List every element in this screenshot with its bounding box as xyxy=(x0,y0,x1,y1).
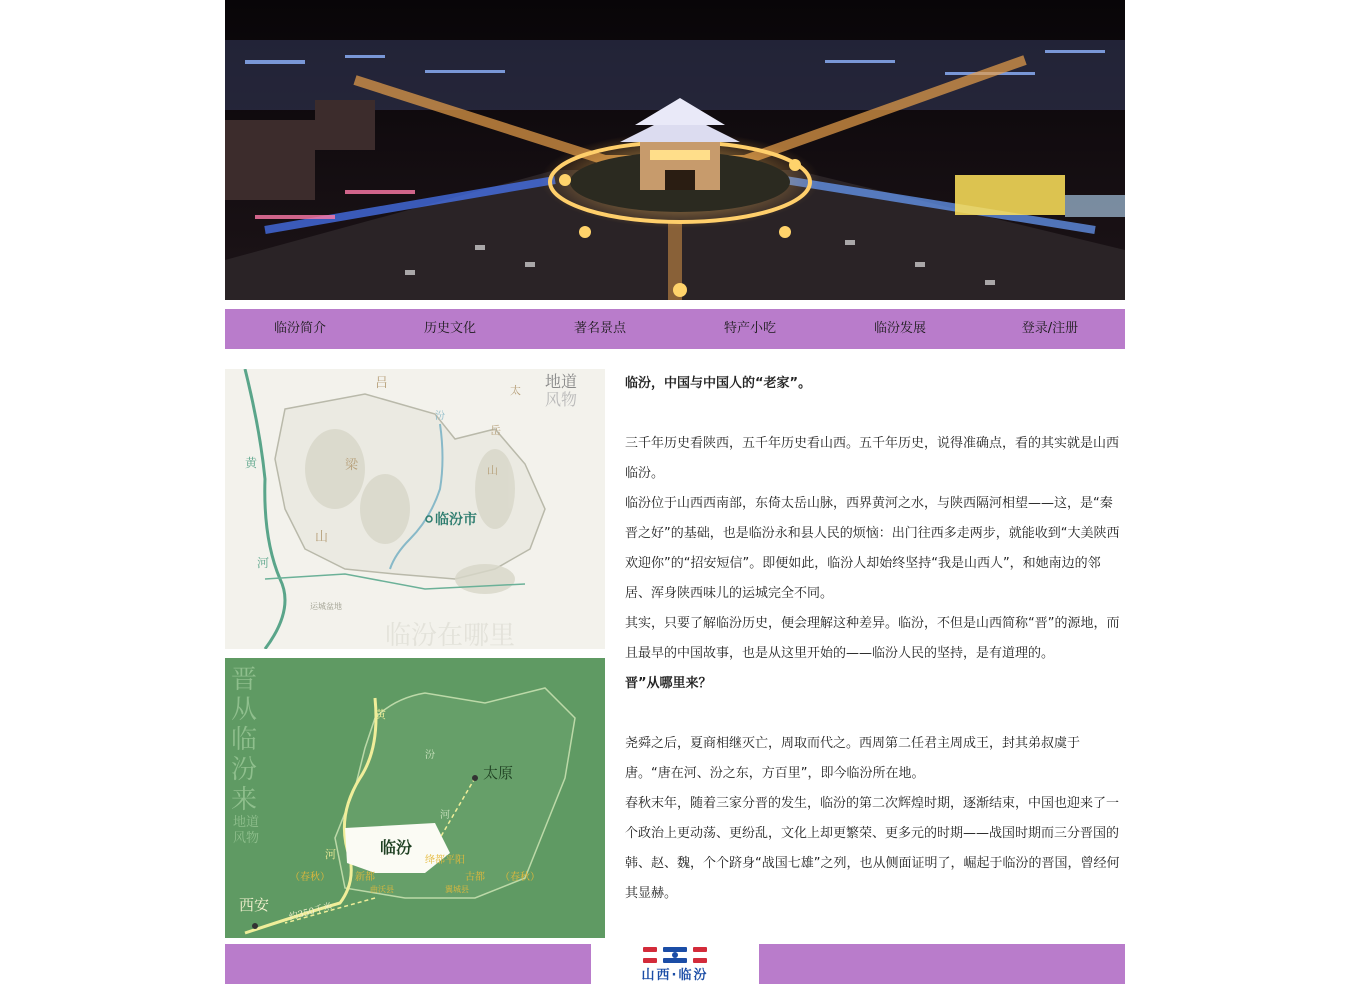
map2-title-1: 晋 xyxy=(231,665,258,695)
jin-origin-map xyxy=(225,658,605,938)
article-paragraph-1: 三千年历史看陕西，五千年历史看山西。五千年历史，说得准确点，看的其实就是山西临汾。 xyxy=(625,436,1120,481)
article-headline-2: 晋”从哪里来？ xyxy=(625,676,712,691)
map-label-liang: 梁 xyxy=(345,458,359,473)
map2-quwo: 曲沃县 xyxy=(370,885,394,894)
map2-spring1: （春秋） xyxy=(290,872,330,883)
logo-text: 山西·临汾 xyxy=(641,968,709,983)
map2-route: 约350千米 xyxy=(288,901,334,923)
linfen-region-map xyxy=(225,369,605,649)
map2-spring2: （春秋） xyxy=(500,872,540,883)
map2-brand-bottom: 风物 xyxy=(233,831,260,846)
site-logo[interactable] xyxy=(591,944,759,984)
map-label-shan2: 山 xyxy=(487,464,498,477)
nav-item-food[interactable]: 特产小吃 xyxy=(723,321,776,336)
map2-xian: 西安 xyxy=(239,896,270,914)
footer-bar xyxy=(225,944,1125,984)
night-city-photo xyxy=(225,0,1125,300)
map2-linfen: 临汾 xyxy=(380,838,413,857)
nav-item-intro[interactable]: 临汾简介 xyxy=(273,321,326,336)
map-label-fen: 汾 xyxy=(435,411,445,422)
map2-fen2: 河 xyxy=(440,810,450,821)
map2-jiangdu: 绛都平阳 xyxy=(425,855,465,866)
map2-title-5: 来 xyxy=(231,785,258,815)
main-content xyxy=(225,369,1125,938)
map-label-shan: 山 xyxy=(315,530,329,545)
map2-xindu: 新都 xyxy=(355,872,375,883)
map-label-yue: 岳 xyxy=(490,424,501,437)
map2-yicheng: 翼城县 xyxy=(445,885,469,894)
linfen-city-label: 临汾市 xyxy=(435,512,477,528)
article-paragraph-3: 其实，只要了解临汾历史，便会理解这种差异。临汾，不但是山西简称“晋”的源地，而且最早的中国故事，也是从这里开始的——临汾人民的坚持，是有道理的。 xyxy=(625,616,1120,661)
map2-title-4: 汾 xyxy=(231,755,258,785)
article-headline-1: 临汾，中国与中国人的“老家”。 xyxy=(625,376,812,391)
map1-caption: 临汾在哪里 xyxy=(385,621,516,649)
map2-brand-top: 地道 xyxy=(233,815,260,830)
map1-brand-bottom: 风物 xyxy=(545,390,578,409)
hero-banner-image xyxy=(225,0,1125,300)
article-paragraph-4: 尧舜之后，夏商相继灭亡，周取而代之。西周第二任君主周成王，封其弟叔虞于唐。“唐在河、汾之东，方百里”，即今临汾所在地。 xyxy=(625,736,1081,781)
map2-gudu: 古都 xyxy=(465,872,485,883)
map-label-tai: 太 xyxy=(510,384,521,397)
map2-title-3: 临 xyxy=(231,725,258,755)
map-label-he: 河 xyxy=(257,556,270,570)
jin-origin-map-graphic xyxy=(225,658,605,938)
map-label-lv: 吕 xyxy=(375,376,389,391)
map1-brand-top: 地道 xyxy=(545,372,578,391)
map2-huang: 黄 xyxy=(375,708,386,721)
map2-taiyuan: 太原 xyxy=(483,764,514,782)
nav-item-attractions[interactable]: 著名景点 xyxy=(573,321,626,336)
article-paragraph-5: 春秋末年，随着三家分晋的发生，临汾的第二次辉煌时期，逐渐结束，中国也迎来了一个政治上更动荡、更纷乱，文化上却更繁荣、更多元的时期——战国时期而三分晋国的韩、赵、魏，个个跻身“战国七雄”之列，也从侧面证明了，崛起于临汾的晋国，曾经何其显赫。 xyxy=(625,796,1120,901)
location-map xyxy=(225,369,605,649)
map2-title-2: 从 xyxy=(231,695,258,725)
nav-item-development[interactable]: 临汾发展 xyxy=(873,321,926,336)
page xyxy=(225,0,1125,984)
article-paragraph-2: 临汾位于山西西南部，东倚太岳山脉，西界黄河之水，与陕西隔河相望——这，是“秦晋之好”的基础，也是临汾永和县人民的烦恼：出门往西多走两步，就能收到“大美陕西欢迎你”的“招安短信”。即便如此，临汾人却始终坚持“我是山西人”，和她南边的邻居、浑身陕西味儿的运城完全不同。 xyxy=(625,496,1120,601)
map2-fen: 汾 xyxy=(425,750,435,761)
map2-he: 河 xyxy=(325,848,336,861)
map-label-huang: 黄 xyxy=(245,456,258,470)
nav-item-history[interactable]: 历史文化 xyxy=(423,321,476,336)
map-column xyxy=(225,369,605,938)
article xyxy=(625,369,1125,938)
nav-item-login[interactable]: 登录/注册 xyxy=(1021,321,1079,336)
main-nav xyxy=(225,309,1125,349)
map-label-basin: 运城盆地 xyxy=(310,602,342,611)
